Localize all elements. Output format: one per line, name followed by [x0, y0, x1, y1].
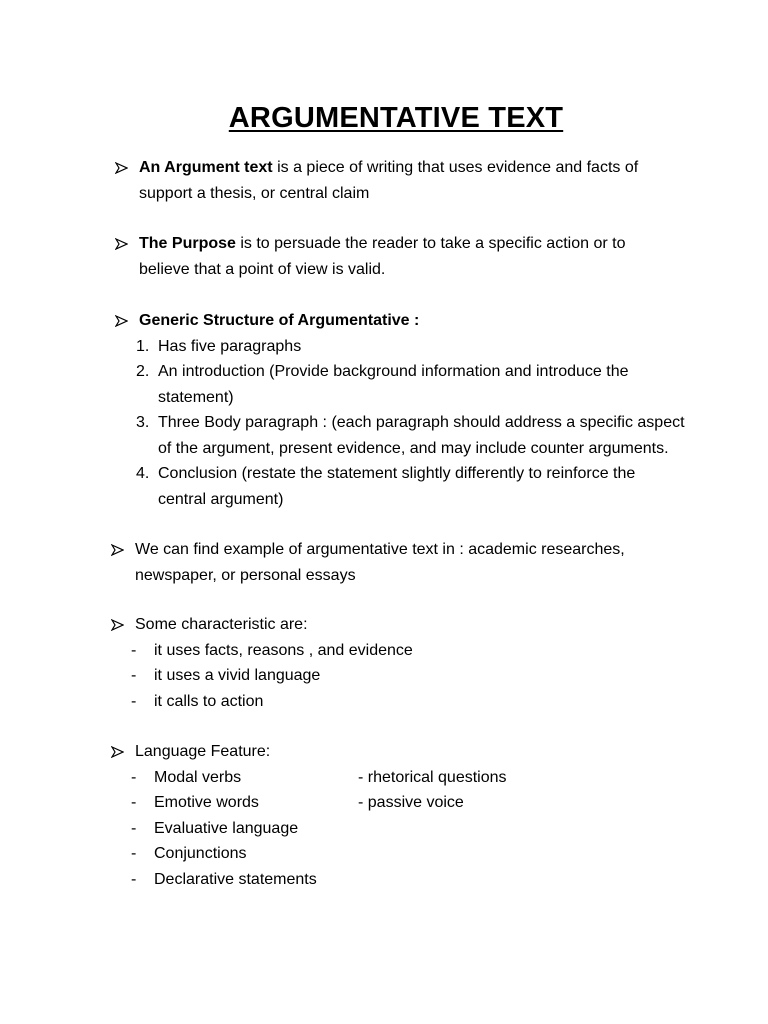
characteristic-item [108, 638, 688, 664]
dash-marker: - [131, 692, 137, 710]
bullet-language [108, 739, 688, 765]
arrow-bullet-icon [115, 231, 129, 256]
dash-marker: - [131, 845, 137, 862]
bullet-structure [112, 308, 692, 334]
characteristic-item [108, 663, 688, 689]
definition-text: is a piece of writing that uses evidence and facts of [272, 159, 639, 176]
language-item [108, 765, 688, 791]
structure-item [112, 334, 692, 360]
purpose-term: The Purpose [139, 235, 236, 252]
definition-line-1 [139, 155, 692, 181]
purpose-line-1 [139, 231, 692, 257]
purpose-text: is to persuade the reader to take a specific action or to [235, 235, 626, 252]
language-item-text: Emotive words [154, 794, 259, 811]
language-item-right: - rhetorical questions [358, 768, 507, 786]
arrow-bullet-icon [111, 537, 125, 562]
dash-marker: - [131, 870, 137, 888]
arrow-bullet-icon [111, 739, 125, 764]
structure-item-text-cont: of the argument, present evidence, and may include counter arguments. [158, 439, 669, 457]
bullet-examples [108, 537, 688, 588]
structure-item-text-cont: central argument) [158, 490, 284, 508]
structure-item-text: Three Body paragraph : (each paragraph should address a specific aspect [158, 414, 685, 431]
section-purpose [112, 231, 692, 282]
language-item [108, 816, 688, 842]
examples-line-2: newspaper, or personal essays [135, 566, 356, 584]
language-item-text: Declarative statements [154, 870, 317, 888]
language-item [108, 841, 688, 867]
section-structure [112, 308, 692, 512]
structure-item-number: 2. [136, 363, 150, 380]
characteristics-heading: Some characteristic are: [135, 616, 308, 633]
language-item-right: - passive voice [358, 794, 464, 811]
bullet-purpose [112, 231, 692, 282]
language-item-text: Conjunctions [154, 845, 247, 862]
dash-marker: - [131, 641, 137, 659]
language-item [108, 790, 688, 816]
structure-item-number: 4. [136, 465, 150, 482]
structure-item-text-cont: statement) [158, 388, 234, 406]
characteristic-text: it uses a vivid language [154, 667, 321, 684]
characteristic-text: it uses facts, reasons , and evidence [154, 641, 413, 659]
examples-line-1: We can find example of argumentative text in : academic researches, [135, 541, 625, 558]
language-item [108, 867, 688, 893]
dash-marker: - [131, 667, 137, 684]
structure-heading: Generic Structure of Argumentative : [139, 312, 420, 329]
section-characteristics [108, 612, 688, 714]
structure-item [112, 461, 692, 512]
characteristic-text: it calls to action [154, 692, 264, 710]
dash-marker: - [131, 768, 137, 786]
bullet-characteristics [108, 612, 688, 638]
arrow-bullet-icon [115, 308, 129, 333]
definition-line-2: support a thesis, or central claim [139, 184, 370, 202]
dash-marker: - [131, 819, 137, 837]
structure-item [112, 410, 692, 461]
arrow-bullet-icon [111, 612, 125, 637]
structure-item-number: 1. [136, 337, 150, 355]
language-item-text: Modal verbs [154, 768, 242, 786]
language-heading: Language Feature: [135, 743, 271, 760]
structure-item-number: 3. [136, 414, 150, 431]
structure-item-text: Has five paragraphs [158, 337, 302, 355]
definition-term: An Argument text [139, 159, 273, 176]
language-item-text: Evaluative language [154, 819, 299, 837]
section-definition [112, 155, 692, 206]
arrow-bullet-icon [115, 155, 129, 180]
bullet-definition [112, 155, 692, 206]
dash-marker: - [131, 794, 137, 811]
structure-item-text: An introduction (Provide background information and introduce the [158, 363, 629, 380]
structure-item-text: Conclusion (restate the statement slightly differently to reinforce the [158, 465, 636, 482]
purpose-line-2: believe that a point of view is valid. [139, 260, 386, 278]
characteristic-item [108, 689, 688, 715]
structure-item [112, 359, 692, 410]
section-examples [108, 537, 688, 588]
document-title: ARGUMENTATIVE TEXT [228, 102, 564, 134]
section-language [108, 739, 688, 892]
